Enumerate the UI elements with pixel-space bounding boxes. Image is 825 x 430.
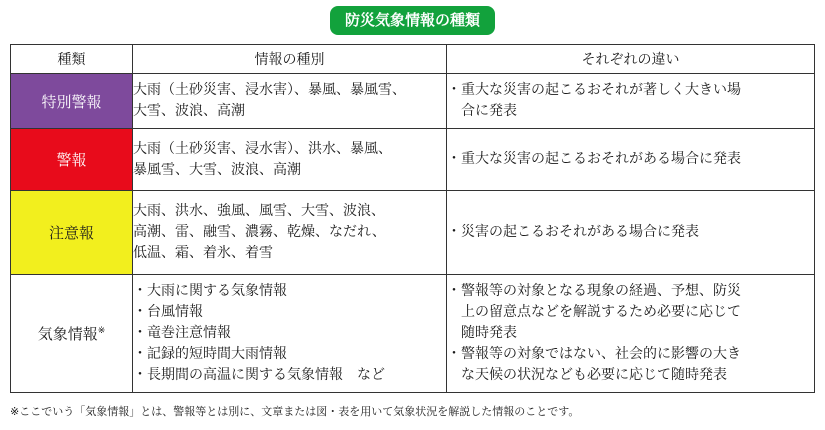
- types-advisory: [133, 191, 447, 275]
- level-special-warning: 特別警報: [11, 74, 133, 129]
- diff-advisory: [447, 191, 815, 275]
- level-weather-info-label: 気象情報: [37, 325, 98, 343]
- diff-special-warning: [447, 74, 815, 129]
- types-warning: [133, 129, 447, 191]
- page-title: 防災気象情報の種類: [330, 6, 495, 35]
- diff-line: な天候の状況なども必要に応じて随時発表: [461, 367, 727, 383]
- diff-line: ・災害の起こるおそれがある場合に発表: [447, 224, 699, 240]
- diff-line: ・警報等の対象ではない、社会的に影響の大き: [447, 346, 741, 362]
- weather-info-table: [10, 44, 815, 393]
- types-line: 大雨（土砂災害、浸水害）、洪水、暴風、: [133, 140, 392, 157]
- table-row-advisory: [11, 191, 815, 275]
- table-row-warning: [11, 129, 815, 191]
- diff-line: ・重大な災害の起こるおそれがある場合に発表: [447, 151, 741, 167]
- diff-line: ・重大な災害の起こるおそれが著しく大きい場: [447, 82, 741, 98]
- header-difference: それぞれの違い: [447, 45, 815, 74]
- types-line: 高潮、雷、融雪、濃霧、乾燥、なだれ、: [133, 224, 386, 240]
- types-line: ・大雨に関する気象情報: [133, 283, 287, 299]
- types-line: 暴風雪、大雪、波浪、高潮: [133, 161, 301, 178]
- table-header-row: [11, 45, 815, 74]
- diff-warning: [447, 129, 815, 191]
- table-row-special-warning: [11, 74, 815, 129]
- diff-weather-info: [447, 275, 815, 393]
- level-warning: 警報: [11, 129, 133, 191]
- types-weather-info: [133, 275, 447, 393]
- types-line: ・竜巻注意情報: [133, 325, 231, 341]
- footnote: ※ここでいう「気象情報」とは、警報等とは別に、文章または図・表を用いて気象状況を解説した情報のことです。: [10, 405, 580, 418]
- types-line: ・長期間の高温に関する気象情報 など: [133, 367, 385, 383]
- types-special-warning: [133, 74, 447, 129]
- header-info-type: 情報の種別: [133, 45, 447, 74]
- types-line: 低温、霜、着氷、着雪: [133, 245, 273, 261]
- types-line: 大雨、洪水、強風、風雪、大雪、波浪、: [133, 203, 385, 219]
- title-area: [0, 6, 825, 35]
- types-line: 大雨（土砂災害、浸水害）、暴風、暴風雪、: [133, 82, 406, 98]
- diff-line: 随時発表: [461, 325, 517, 341]
- footnote-mark: ※: [97, 326, 106, 336]
- diff-line: 上の留意点などを解説するため必要に応じて: [461, 304, 741, 320]
- level-weather-info: [11, 275, 133, 393]
- types-line: 大雪、波浪、高潮: [133, 103, 245, 119]
- table-row-weather-info: [11, 275, 815, 393]
- diff-line: ・警報等の対象となる現象の経過、予想、防災: [447, 283, 741, 299]
- diff-line: 合に発表: [461, 103, 517, 119]
- level-advisory: 注意報: [11, 191, 133, 275]
- header-kind: 種類: [11, 45, 133, 74]
- types-line: ・記録的短時間大雨情報: [133, 346, 287, 362]
- types-line: ・台風情報: [133, 304, 203, 320]
